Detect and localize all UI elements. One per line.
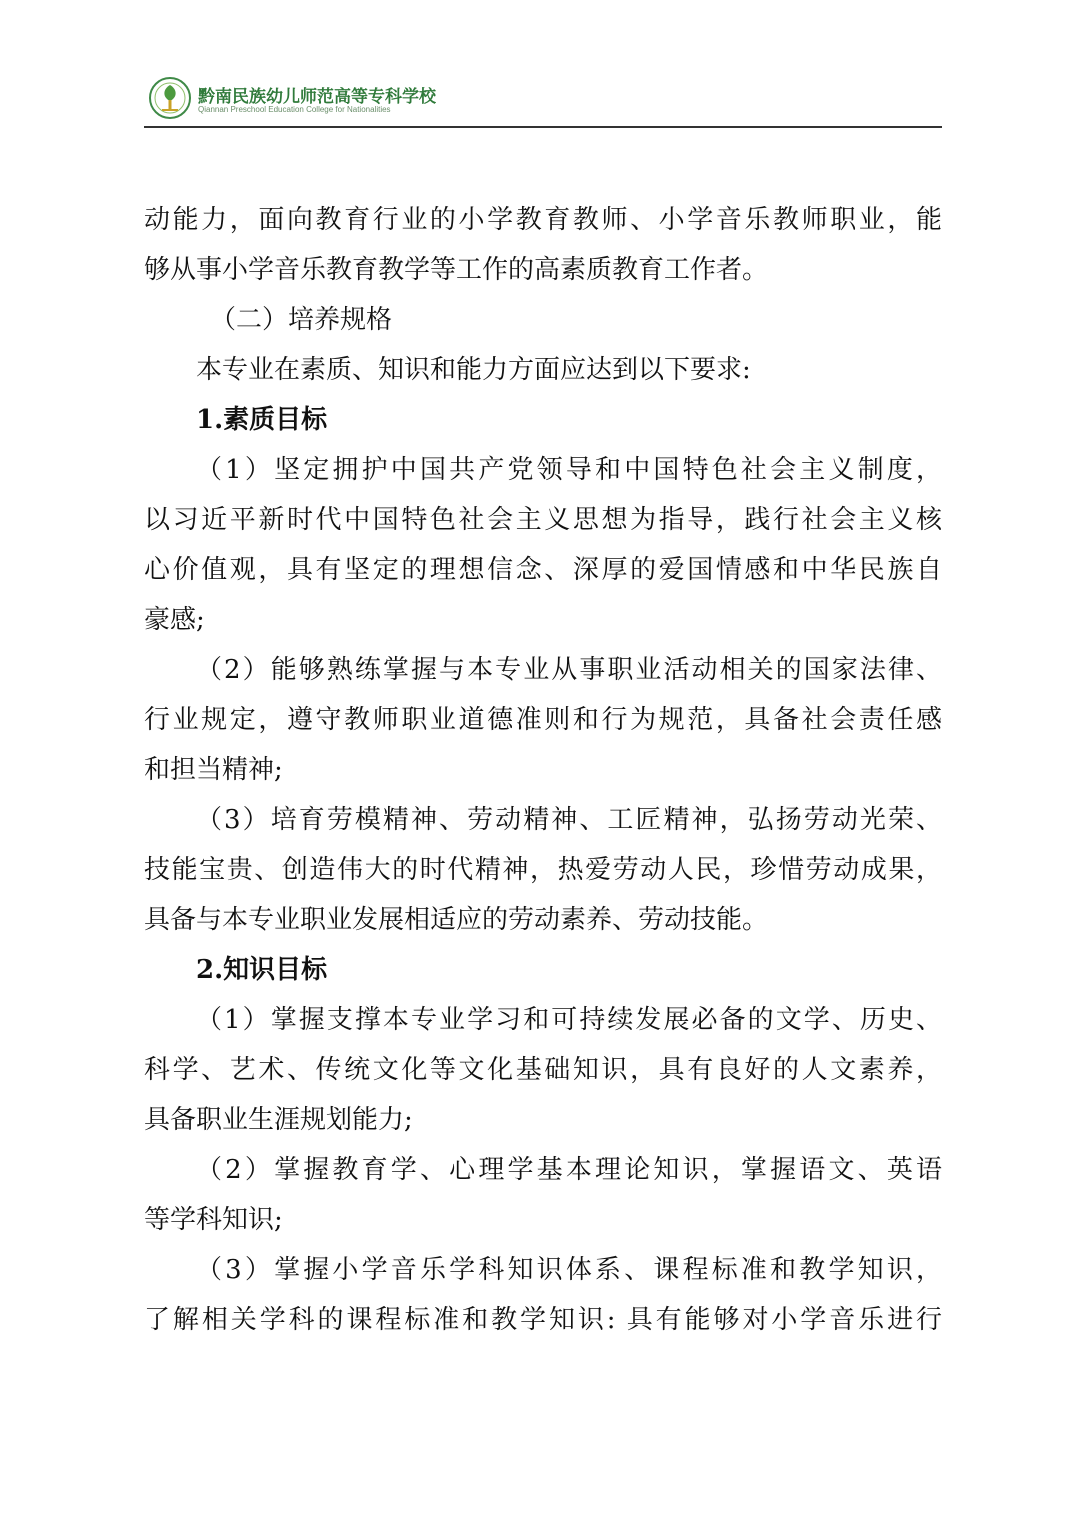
- paragraph-line: 行业规定，遵守教师职业道德准则和行为规范，具备社会责任感: [144, 705, 942, 735]
- paragraph-line: 以习近平新时代中国特色社会主义思想为指导，践行社会主义核: [144, 505, 942, 535]
- document-body: [144, 195, 942, 1345]
- paragraph-line: （3）培育劳模精神、劳动精神、工匠精神，弘扬劳动光荣、: [196, 805, 942, 835]
- paragraph-line: 等学科知识;: [144, 1205, 283, 1235]
- paragraph-line: （1）坚定拥护中国共产党领导和中国特色社会主义制度，: [196, 455, 942, 485]
- paragraph-line: 够从事小学音乐教育教学等工作的高素质教育工作者。: [144, 255, 769, 285]
- section-heading: （二）培养规格: [210, 305, 393, 335]
- page-header: [148, 72, 942, 126]
- paragraph-line: 科学、艺术、传统文化等文化基础知识，具有良好的人文素养，: [144, 1055, 942, 1085]
- subsection-heading: 1.素质目标: [196, 405, 328, 435]
- paragraph-line: 具备职业生涯规划能力;: [144, 1105, 413, 1135]
- paragraph-line: 心价值观，具有坚定的理想信念、深厚的爱国情感和中华民族自: [144, 555, 942, 585]
- school-logo-icon: [148, 76, 192, 120]
- paragraph-line: （2）能够熟练掌握与本专业从事职业活动相关的国家法律、: [196, 655, 942, 685]
- school-name: 黔南民族幼儿师范高等专科学校: [198, 87, 436, 107]
- subsection-heading: 2.知识目标: [196, 955, 328, 985]
- paragraph-line: 具备与本专业职业发展相适应的劳动素养、劳动技能。: [144, 905, 769, 935]
- header-divider: [144, 126, 942, 128]
- paragraph-line: （3）掌握小学音乐学科知识体系、课程标准和教学知识，: [196, 1255, 942, 1285]
- paragraph-line: 和担当精神;: [144, 755, 283, 785]
- paragraph-line: 技能宝贵、创造伟大的时代精神，热爱劳动人民，珍惜劳动成果，: [144, 855, 942, 885]
- paragraph-line: （1）掌握支撑本专业学习和可持续发展必备的文学、历史、: [196, 1005, 942, 1035]
- paragraph-line: 动能力，面向教育行业的小学教育教师、小学音乐教师职业，能: [144, 205, 942, 235]
- paragraph-line: 本专业在素质、知识和能力方面应达到以下要求:: [196, 355, 751, 385]
- school-name-english: Qiannan Preschool Education College for Nationalities: [198, 105, 391, 114]
- paragraph-line: 了解相关学科的课程标准和教学知识: 具有能够对小学音乐进行: [144, 1305, 942, 1335]
- paragraph-line: （2）掌握教育学、心理学基本理论知识，掌握语文、英语: [196, 1155, 942, 1185]
- paragraph-line: 豪感;: [144, 605, 205, 635]
